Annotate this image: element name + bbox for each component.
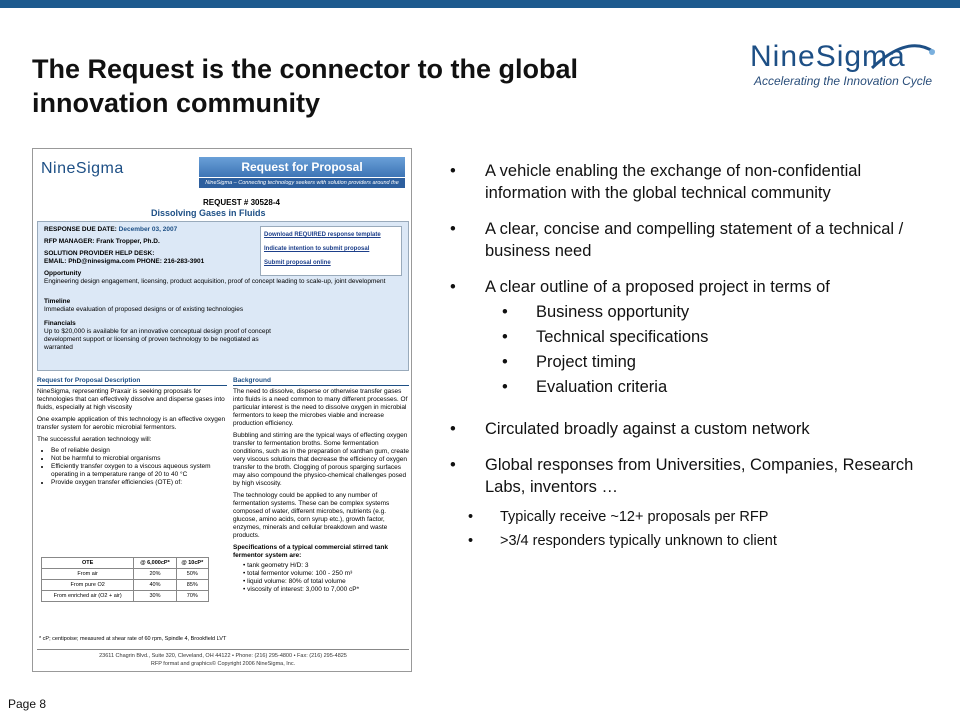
top-accent-bar xyxy=(0,0,960,8)
rfp-document-thumbnail xyxy=(32,148,412,672)
description-item: • Not be harmful to microbial organisms xyxy=(51,455,227,463)
description-item: • Be of reliable design xyxy=(51,447,227,455)
logo-tagline: Accelerating the Innovation Cycle xyxy=(754,74,933,88)
bullet-text: Circulated broadly against a custom network xyxy=(485,420,810,438)
sub-bullet-item xyxy=(450,301,940,323)
opportunity-heading: Opportunity xyxy=(44,270,82,277)
download-template-link[interactable]: Download REQUIRED response template xyxy=(264,232,381,238)
doc-footer xyxy=(37,649,409,668)
doc-banner-sub: NineSigma – Connecting technology seekers with solution providers around the globe xyxy=(199,178,405,188)
sub-bullet-text: Business opportunity xyxy=(536,303,690,321)
spec-value: 3 xyxy=(304,562,309,569)
description-para-2: One example application of this technology is an effective oxygen transfer system for aerobic microbial fermentors. xyxy=(37,416,226,431)
sub-bullet-text: >3/4 responders typically unknown to client xyxy=(500,533,777,549)
doc-logo: NineSigma xyxy=(41,160,124,177)
bullet-icon: • xyxy=(468,533,474,549)
specs-heading: Specifications of a typical commercial stirred tank fermentor system are: xyxy=(233,544,388,559)
doc-links-box xyxy=(260,226,402,276)
specs-list xyxy=(243,562,409,594)
timeline-heading: Timeline xyxy=(44,298,71,305)
spec-value: 3,000 to 7,000 cP* xyxy=(305,586,360,593)
viscosity-note: * cP; centipoise; measured at shear rate of 60 rpm, Spindle 4, Brookfield LVT xyxy=(39,636,227,642)
bullet-item xyxy=(450,454,940,498)
due-date: December 03, 2007 xyxy=(118,226,178,233)
footer-address: 23611 Chagrin Blvd., Suite 320, Cleveland, OH 44122 • Phone: (216) 295-4800 • Fax: (216) 295-4825 xyxy=(99,653,347,659)
bullet-icon: • xyxy=(502,353,508,371)
table-cell: @ 10cP* xyxy=(176,558,208,569)
ote-table xyxy=(41,557,209,602)
background-para-1: The need to dissolve, disperse or otherwise transfer gases into fluids is a need common to many different processes. Of particular interest is the need to dissolve oxygen in microbial fermentors to keep the microbes viable and increase production efficiency. xyxy=(233,388,408,427)
sub-bullet-text: Evaluation criteria xyxy=(536,378,668,396)
email-line: EMAIL: PhD@ninesigma.com PHONE: 216-283-3901 xyxy=(44,258,205,265)
opportunity-text: Engineering design engagement, licensing, product acquisition, proof of concept leading to scale-up, joint development xyxy=(44,278,386,285)
background-para-3: The technology could be applied to any number of fermentation systems. These can be complex systems composed of water, different microbes, nutrients (e.g. glucose, amino acids, corn syrup etc.), growth factor, enzymes, minerals and cellular breakdown and waste products. xyxy=(233,492,390,539)
bullet-icon: • xyxy=(450,420,456,438)
description-para-1: NineSigma, representing Praxair is seeking proposals for technologies that can effectively dissolve and disperse gases into fluids, especially at high viscosity xyxy=(37,388,225,411)
bullet-icon: • xyxy=(502,328,508,346)
request-info-box xyxy=(37,221,409,371)
table-cell: 30% xyxy=(134,591,176,602)
bullet-item xyxy=(450,418,940,440)
spec-row: • viscosity of interest: 3,000 to 7,000 cP* xyxy=(243,586,360,593)
table-cell: 50% xyxy=(176,569,208,580)
logo-swoosh-icon xyxy=(868,38,938,78)
sub-bullet-text: Typically receive ~12+ proposals per RFP xyxy=(500,509,769,525)
description-para-3: The successful aeration technology will: xyxy=(37,436,152,443)
table-cell: 20% xyxy=(134,569,176,580)
spec-row: • liquid volume: 80% of total volume xyxy=(243,578,346,585)
spec-label: tank geometry H/D: xyxy=(247,562,304,569)
bullet-item xyxy=(450,160,940,204)
bullet-icon: • xyxy=(502,378,508,396)
request-number: REQUEST # 30528-4 xyxy=(203,198,280,207)
table-row xyxy=(42,591,209,602)
bullet-item xyxy=(450,276,940,298)
help-desk: SOLUTION PROVIDER HELP DESK: xyxy=(44,250,155,257)
financials-text: Up to $20,000 is available for an innovative conceptual design proof of concept development support or licensing of proven technology to be negotiated as warranted xyxy=(44,328,271,351)
spec-label: viscosity of interest: xyxy=(247,586,304,593)
spec-label: liquid volume: xyxy=(247,578,287,585)
financials-heading: Financials xyxy=(44,320,76,327)
indicate-intention-link[interactable]: Indicate intention to submit proposal xyxy=(264,246,370,252)
table-cell: 40% xyxy=(134,580,176,591)
description-item: • Efficiently transfer oxygen to a viscous aqueous system operating in a temperature range of 20 to 40 °C xyxy=(51,463,227,479)
table-cell: OTE xyxy=(42,558,134,569)
doc-header xyxy=(33,149,412,197)
table-row xyxy=(42,558,209,569)
table-row xyxy=(42,569,209,580)
request-title: Dissolving Gases in Fluids xyxy=(151,208,266,218)
spec-value: 80% of total volume xyxy=(288,578,346,585)
submit-online-link[interactable]: Submit proposal online xyxy=(264,260,331,266)
table-cell: 70% xyxy=(176,591,208,602)
bullet-icon: • xyxy=(502,303,508,321)
ninesigma-logo xyxy=(748,38,938,98)
bullet-icon: • xyxy=(450,220,456,238)
table-cell: From air xyxy=(42,569,134,580)
bullet-icon: • xyxy=(450,278,456,296)
bullet-text: A clear outline of a proposed project in terms of xyxy=(485,278,830,296)
sub-bullet-item xyxy=(450,351,940,373)
table-cell: 85% xyxy=(176,580,208,591)
slide-title: The Request is the connector to the global innovation community xyxy=(32,54,579,118)
table-cell: @ 6,000cP* xyxy=(134,558,176,569)
due-label: RESPONSE DUE DATE: xyxy=(44,226,117,233)
background-para-2: Bubbling and stirring are the typical ways of effecting oxygen transfer to fermentation broths. Some fermentation conditions, such as in the preparation of xanthan gum, create very viscous solutions that decrease the efficiency of oxygen transfer to the broth. Clogging of porous sparging surfaces may also compound the physico-chemical challenges posed by high viscosity. xyxy=(233,432,409,487)
logo-name: NineSigma xyxy=(750,40,906,73)
bullet-text: Global responses from Universities, Companies, Research Labs, inventors … xyxy=(485,456,914,496)
spec-row: • tank geometry H/D: 3 xyxy=(243,562,309,569)
doc-banner: Request for Proposal xyxy=(199,157,405,177)
table-cell: From pure O2 xyxy=(42,580,134,591)
bullet-icon: • xyxy=(450,162,456,180)
sub-bullet-item xyxy=(450,376,940,398)
timeline-text: Immediate evaluation of proposed designs or of existing technologies xyxy=(44,306,244,313)
bullet-item xyxy=(450,218,940,262)
sub-bullet-item xyxy=(450,506,940,528)
bullet-icon: • xyxy=(450,456,456,474)
footer-copyright: RFP format and graphics© Copyright 2006 NineSigma, Inc. xyxy=(150,661,296,667)
page-number: Page 8 xyxy=(8,697,47,711)
background-heading: Background xyxy=(233,377,409,386)
sub-bullet-item xyxy=(450,530,940,552)
sub-bullet-text: Technical specifications xyxy=(536,328,709,346)
spec-value: 100 - 250 m³ xyxy=(315,570,353,577)
rfp-manager: RFP MANAGER: Frank Tropper, Ph.D. xyxy=(44,238,160,245)
sub-bullet-item xyxy=(450,326,940,348)
background-column xyxy=(233,377,409,594)
spec-row: • total fermentor volume: 100 - 250 m³ xyxy=(243,570,353,577)
table-cell: From enriched air (O2 + air) xyxy=(42,591,134,602)
description-heading: Request for Proposal Description xyxy=(37,377,227,386)
spec-label: total fermentor volume: xyxy=(247,570,314,577)
bullet-list xyxy=(450,160,940,552)
sub-bullet-text: Project timing xyxy=(536,353,636,371)
description-column xyxy=(37,377,227,487)
description-item: • Provide oxygen transfer efficiencies (OTE) of: xyxy=(51,479,227,487)
bullet-icon: • xyxy=(468,509,474,525)
bullet-text: A clear, concise and compelling statement of a technical / business need xyxy=(485,220,904,260)
bullet-text: A vehicle enabling the exchange of non-confidential information with the global technical community xyxy=(485,162,862,202)
table-row xyxy=(42,580,209,591)
